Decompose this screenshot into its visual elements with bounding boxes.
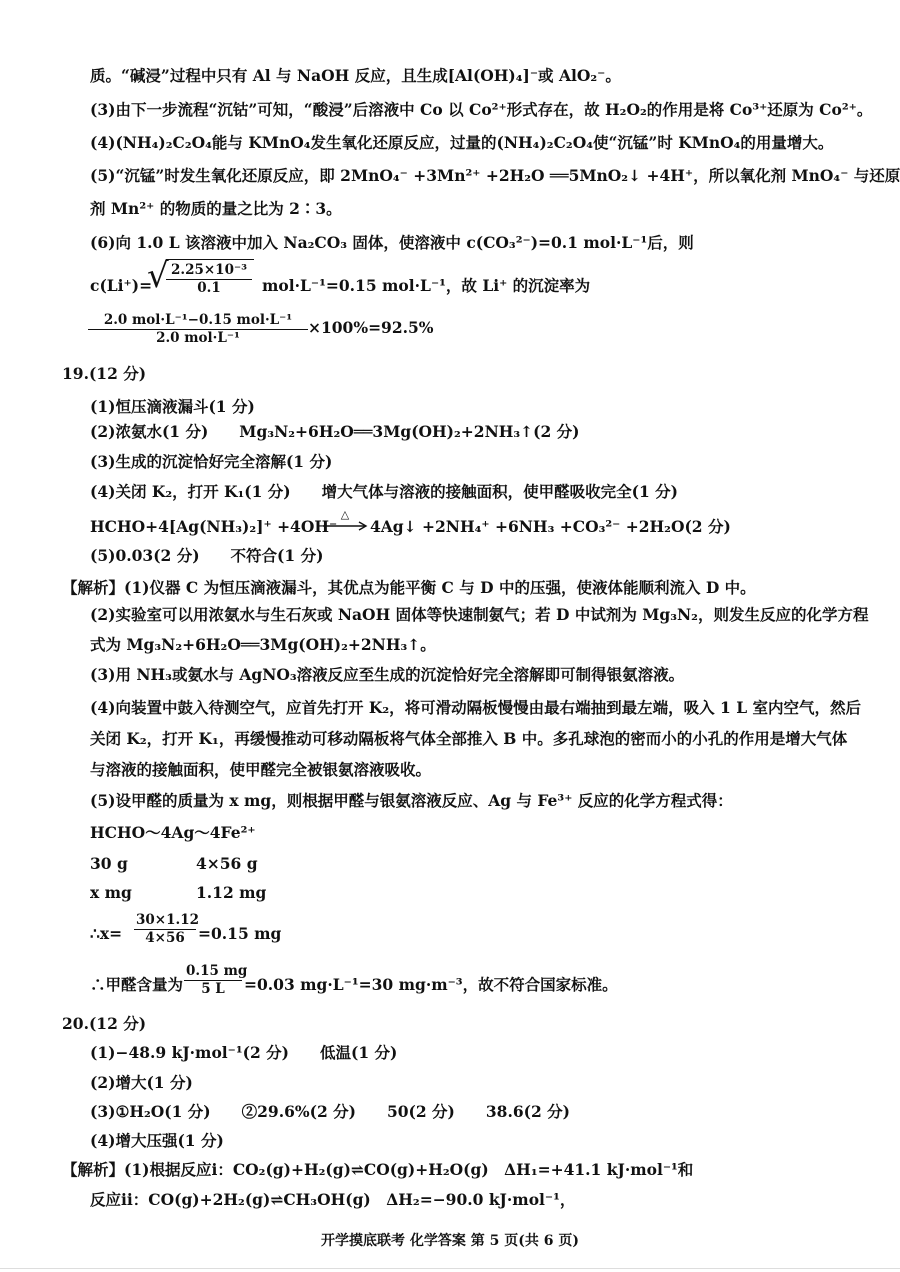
equation-right: 4Ag↓ +2NH₄⁺ +6NH₃ +CO₃²⁻ +2H₂O(2 分) <box>370 517 731 536</box>
text-line: 剂 Mn²⁺ 的物质的量之比为 2∶3。 <box>90 199 342 218</box>
text-line: (6)向 1.0 L 该溶液中加入 Na₂CO₃ 固体，使溶液中 c(CO₃²⁻)=0.1 mol·L⁻¹后，则 <box>90 233 694 252</box>
heat-condition: △ <box>340 508 350 521</box>
analysis-line: (2)实验室可以用浓氨水与生石灰或 NaOH 固体等快速制氨气；若 D 中试剂为 Mg₃N₂，则发生反应的化学方程 <box>90 605 869 624</box>
content-result: =0.03 mg·L⁻¹=30 mg·m⁻³，故不符合国家标准。 <box>244 975 618 994</box>
text-line: (3)由下一步流程“沉钴”可知，“酸浸”后溶液中 Co 以 Co²⁺形式存在，故 H₂O₂的作用是将 Co³⁺还原为 Co²⁺。 <box>90 100 873 119</box>
right-arrow-icon <box>322 521 368 531</box>
analysis-line: 关闭 K₂，打开 K₁，再缓慢推动可移动隔板将气体全部推入 B 中。多孔球泡的密而小的小孔的作用是增大气体 <box>90 729 848 748</box>
fraction-numerator: 2.25×10⁻³ <box>170 262 248 278</box>
text-line: (4)(NH₄)₂C₂O₄能与 KMnO₄发生氧化还原反应，过量的(NH₄)₂C₂O₄使“沉锰”时 KMnO₄的用量增大。 <box>90 133 834 152</box>
analysis-line: 【解析】(1)根据反应ⅰ：CO₂(g)+H₂(g)⇌CO(g)+H₂O(g) ΔH₁=+41.1 kJ·mol⁻¹和 <box>62 1160 694 1179</box>
analysis-line: 【解析】(1)仪器 C 为恒压滴液漏斗，其优点为能平衡 C 与 D 中的压强，使液体能顺利流入 D 中。 <box>62 578 756 597</box>
content-fraction <box>184 963 248 998</box>
question-number: 20.(12 分) <box>62 1014 147 1033</box>
precipitation-rate-fraction <box>88 312 308 347</box>
answer-line: (1)恒压滴液漏斗(1 分) <box>90 397 255 416</box>
fraction-numerator: 30×1.12 <box>136 912 199 928</box>
page-footer: 开学摸底联考 化学答案 第 5 页(共 6 页) <box>321 1233 579 1249</box>
equation-left: HCHO+4[Ag(NH₃)₂]⁺ +4OH⁻ <box>90 517 338 536</box>
answer-line: (5)0.03(2 分) 不符合(1 分) <box>90 546 324 565</box>
bottom-rule <box>0 1268 900 1269</box>
stoich-cell: 1.12 mg <box>196 883 267 902</box>
answer-line: (3)生成的沉淀恰好完全溶解(1 分) <box>90 452 333 471</box>
x-result: =0.15 mg <box>198 924 282 943</box>
answer-line: (2)增大(1 分) <box>90 1073 193 1092</box>
analysis-line: (4)向装置中鼓入待测空气，应首先打开 K₂，将可滑动隔板慢慢由最右端抽到最左端，吸入 1 L 室内空气，然后 <box>90 698 861 717</box>
reaction-arrow <box>322 509 368 534</box>
stoich-cell: 4×56 g <box>196 854 258 873</box>
fraction-numerator: 2.0 mol·L⁻¹−0.15 mol·L⁻¹ <box>103 312 293 328</box>
content-label: ∴甲醛含量为 <box>90 975 184 994</box>
precipitation-rate-result: ×100%=92.5% <box>308 318 434 337</box>
question-number: 19.(12 分) <box>62 364 147 383</box>
x-fraction <box>134 912 199 947</box>
sqrt-sign: √ <box>147 256 169 296</box>
answer-line: (1)−48.9 kJ·mol⁻¹(2 分) 低温(1 分) <box>90 1043 398 1062</box>
answer-line: (3)①H₂O(1 分) ②29.6%(2 分) 50(2 分) 38.6(2 分) <box>90 1102 570 1121</box>
li-concentration-label: c(Li⁺)= <box>90 276 153 295</box>
fraction-numerator: 0.15 mg <box>186 963 248 979</box>
fraction-denominator: 4×56 <box>134 929 196 947</box>
sqrt-fraction <box>166 262 252 297</box>
fraction-denominator: 0.1 <box>166 279 252 297</box>
analysis-line: (5)设甲醛的质量为 x mg，则根据甲醛与银氨溶液反应、Ag 与 Fe³⁺ 反应的化学方程式得： <box>90 791 733 810</box>
sqrt-bar <box>166 259 254 260</box>
fraction-denominator: 5 L <box>184 980 242 998</box>
li-concentration-result: mol·L⁻¹=0.15 mol·L⁻¹，故 Li⁺ 的沉淀率为 <box>262 276 591 295</box>
analysis-line: 与溶液的接触面积，使甲醛完全被银氨溶液吸收。 <box>90 760 432 779</box>
analysis-line: 反应ⅱ：CO(g)+2H₂(g)⇌CH₃OH(g) ΔH₂=−90.0 kJ·mol⁻¹， <box>90 1190 576 1209</box>
analysis-line: (3)用 NH₃或氨水与 AgNO₃溶液反应至生成的沉淀恰好完全溶解即可制得银氨溶液。 <box>90 665 685 684</box>
analysis-line: 式为 Mg₃N₂+6H₂O══3Mg(OH)₂+2NH₃↑。 <box>90 635 436 654</box>
fraction-denominator: 2.0 mol·L⁻¹ <box>88 329 308 347</box>
answer-line: (4)增大压强(1 分) <box>90 1131 224 1150</box>
x-label: ∴x= <box>90 924 123 943</box>
text-line: (5)“沉锰”时发生氧化还原反应，即 2MnO₄⁻ +3Mn²⁺ +2H₂O ══5MnO₂↓ +4H⁺，所以氧化剂 MnO₄⁻ 与还原 <box>90 166 900 185</box>
analysis-line: HCHO～4Ag～4Fe²⁺ <box>90 823 256 842</box>
stoich-cell: x mg <box>90 883 132 902</box>
answer-line: (2)浓氨水(1 分) Mg₃N₂+6H₂O══3Mg(OH)₂+2NH₃↑(2 分) <box>90 422 580 441</box>
text-line: 质。“碱浸”过程中只有 Al 与 NaOH 反应，且生成[Al(OH)₄]⁻或 AlO₂⁻。 <box>90 66 621 85</box>
stoich-cell: 30 g <box>90 854 128 873</box>
answer-line: (4)关闭 K₂，打开 K₁(1 分) 增大气体与溶液的接触面积，使甲醛吸收完全(1 分) <box>90 482 678 501</box>
